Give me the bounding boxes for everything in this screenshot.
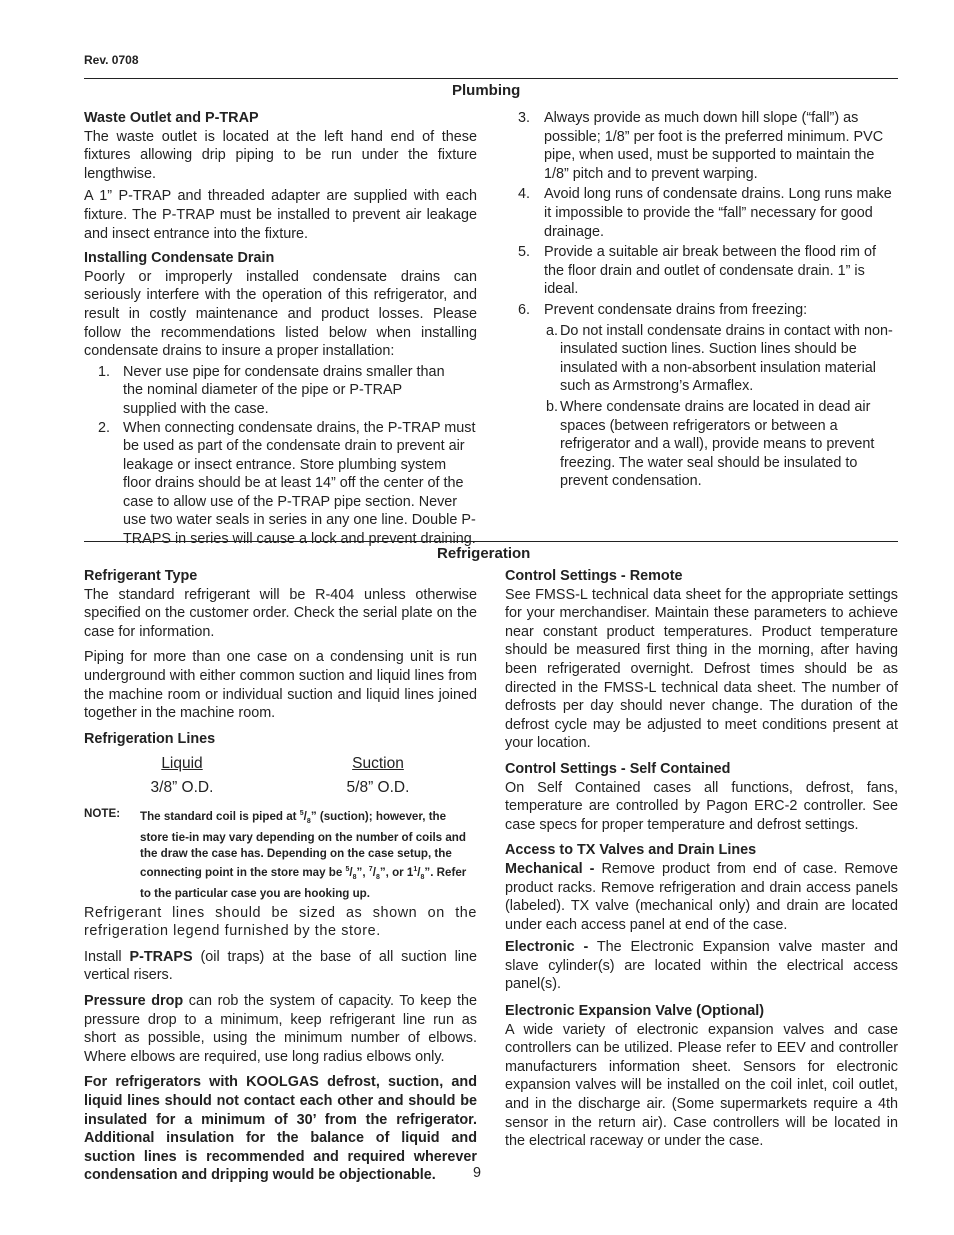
control-self-contained-heading: Control Settings - Self Contained xyxy=(505,760,731,777)
fraction-den: 8 xyxy=(420,874,425,882)
suction-header: Suction xyxy=(352,755,404,773)
suction-value: 5/8” O.D. xyxy=(346,779,410,797)
fraction-slash: / xyxy=(372,865,376,879)
note-text-3: ”, xyxy=(356,865,369,879)
line-size-table xyxy=(84,752,477,800)
ptraps-rest: (oil traps) at the base of all suction line vertical risers. xyxy=(84,948,477,984)
access-electronic-paragraph xyxy=(505,938,898,994)
fraction-den: 8 xyxy=(352,874,357,882)
control-remote-paragraph: See FMSS-L technical data sheet for the appropriate settings for your merchandiser. Maintain these parameters to achieve near constant product temperatures. Product temperature should be measured first thing in the morning, after having been refrigerated overnight. Defrost times should be as directed in the FMSS-L technical data sheet. The number of defrosts per day should never change. The duration of the defrost cycle may be adjusted to meet conditions present at your location. xyxy=(505,586,898,752)
condensate-item-4 xyxy=(504,185,898,241)
item-text: Avoid long runs of condensate drains. Long runs make it impossible to provide the “fall” necessary for good drainage. xyxy=(544,186,892,240)
note-text-2: ” (suction); however, the store tie-in may vary depending on the number of coils and the draw the case has. Depending on the case setup, the connecting point in the store may be xyxy=(140,810,466,879)
condensate-item-1 xyxy=(84,363,477,419)
electronic-label: Electronic - xyxy=(505,939,589,956)
refrigerant-type-paragraph-2: Piping for more than one case on a condensing unit is run underground with either common suction and liquid lines from the machine room or individual suction and liquid lines joined together in the machine room. xyxy=(84,649,477,722)
revision-label: Rev. 0708 xyxy=(84,53,139,67)
koolgas-paragraph: For refrigerators with KOOLGAS defrost, suction, and liquid lines should not contact each other and should be insulated for a minimum of 30’ from the refrigerator. Additional insulation for the balance of liquid and suction lines is recommended and required wherever condensation and dripping would be objectionable. xyxy=(84,1074,477,1184)
pressure-drop-bold: Pressure drop xyxy=(84,993,184,1010)
electronic-text: The Electronic Expansion valve master and slave cylinder(s) are located within the electrical access panel(s). xyxy=(505,939,898,993)
liquid-header: Liquid xyxy=(161,755,203,773)
fraction-slash: / xyxy=(349,865,353,879)
item-text: When connecting condensate drains, the P-TRAP must be used as part of the condensate drain to prevent air leakage or insect entrance. Store plumbing system floor drains should be at least 14” off the center of the case to allow use of the P-TRAP pipe section. Never use two water seals in series in any one line. Double P-TRAPS in series will cause a lock and prevent draining. xyxy=(123,419,476,548)
mechanical-label: Mechanical - xyxy=(505,860,595,877)
mechanical-text: Remove product from end of case. Remove product racks. Remove refrigeration and drain access panels (labeled). TX valve (mechanical only) and drain are located under each access panel at end of the case. xyxy=(505,860,898,933)
item-text: Provide a suitable air break between the flood rim of the floor drain and outlet of condensate drain. 1” is ideal. xyxy=(544,244,876,298)
ptraps-bold: P-TRAPS xyxy=(129,948,193,965)
condensate-item-6 xyxy=(504,301,898,320)
suction-column xyxy=(280,752,476,800)
access-heading: Access to TX Valves and Drain Lines xyxy=(505,842,757,859)
item-number: 5. xyxy=(518,244,531,261)
plumbing-title-text: Plumbing xyxy=(452,82,521,99)
liquid-value: 3/8” O.D. xyxy=(150,779,214,797)
note-text-4: ”, or 1 xyxy=(379,865,414,879)
note-text-1: The standard coil is piped at xyxy=(140,810,300,824)
condensate-item-2 xyxy=(84,419,477,549)
item-number: 2. xyxy=(98,419,111,436)
pressure-drop-paragraph xyxy=(84,992,477,1066)
fraction-num: 7 xyxy=(368,865,373,873)
refrigeration-left-column xyxy=(84,567,477,1189)
condensate-heading: Installing Condensate Drain xyxy=(84,250,275,267)
item-number: 4. xyxy=(518,186,531,203)
plumbing-left-column xyxy=(84,109,477,549)
condensate-intro: Poorly or improperly installed condensate drains can seriously interfere with the operation of this refrigerator, and result in costly maintenance and product losses. Please follow the recommendations listed below when installing condensate drains to insure a proper installation: xyxy=(84,268,477,360)
liquid-column xyxy=(84,752,280,800)
refrigerant-type-heading: Refrigerant Type xyxy=(84,568,198,584)
plumbing-right-column xyxy=(504,109,898,492)
refrigerant-type-paragraph-1: The standard refrigerant will be R-404 unless otherwise specified on the customer order. Check the serial plate on the case for information. xyxy=(84,586,477,640)
refrigeration-right-column xyxy=(505,567,898,1155)
control-self-contained-paragraph: On Self Contained cases all functions, defrost, fans, temperature are controlled by Pagon ERC-2 controller. See case specs for proper temperature and defrost settings. xyxy=(505,779,898,833)
subitem-letter: b. xyxy=(546,398,559,415)
fraction-num: 5 xyxy=(299,810,304,818)
item-number: 1. xyxy=(98,363,111,380)
top-divider xyxy=(84,78,898,79)
item-text: Always provide as much down hill slope (“fall”) as possible; 1/8” per foot is the preferred minimum. PVC pipe, when used, must be supported to maintain the 1/8” pitch and to prevent warping. xyxy=(544,110,884,182)
fraction-slash: / xyxy=(417,865,421,879)
item-number: 3. xyxy=(518,110,531,126)
condensate-subitem-a xyxy=(504,322,898,396)
subitem-letter: a. xyxy=(546,322,559,339)
page-number: 9 xyxy=(472,1165,481,1181)
item-number: 6. xyxy=(518,301,531,318)
fraction-num: 5 xyxy=(345,865,350,873)
note-text-5: ”. Refer to the particular case you are hooking up. xyxy=(140,865,467,900)
note-label: NOTE: xyxy=(84,807,121,821)
middle-divider xyxy=(84,541,898,542)
condensate-item-5 xyxy=(504,243,898,299)
waste-outlet-paragraph-2: A 1” P-TRAP and threaded adapter are supplied with each fixture. The P-TRAP must be installed to prevent air leakage and insect entrance into the fixture. xyxy=(84,188,477,242)
waste-outlet-paragraph-1: The waste outlet is located at the left hand end of these fixtures allowing drip piping to be run under the fixture lengthwise. xyxy=(84,128,477,182)
pressure-drop-rest: can rob the system of capacity. To keep the pressure drop to a minimum, keep refrigerant line run as short as possible, using the minimum number of elbows. Where elbows are required, use long radius elbows only. xyxy=(84,993,477,1065)
refrigeration-section-title: Refrigeration xyxy=(437,545,531,562)
fraction-slash: / xyxy=(303,810,307,824)
control-remote-heading: Control Settings - Remote xyxy=(505,568,683,584)
item-text: Never use pipe for condensate drains smaller than the nominal diameter of the pipe or P-TRAP supplied with the case. xyxy=(123,363,445,417)
waste-outlet-heading: Waste Outlet and P-TRAP xyxy=(84,110,259,126)
fraction-den: 8 xyxy=(375,874,380,882)
eev-paragraph: A wide variety of electronic expansion valves and case controllers can be utilized. Please refer to EEV and controller manufacturers information sheet. Sensors for electronic expansion valves will be installed on the coil inlet, coil outlet, and in the discharge air. (Some supermarkets require a 4th sensor in the return air). Case controllers will be located in the electrical raceway or under the case. xyxy=(505,1021,898,1150)
coil-note xyxy=(84,806,477,901)
condensate-subitem-b xyxy=(504,398,898,491)
subitem-text: Where condensate drains are located in dead air spaces (between refrigerators or between a refrigerator and a wall), provide means to prevent freezing. The water seal should be insulated to prevent condensation. xyxy=(560,398,875,490)
fraction-num: 1 xyxy=(413,865,418,873)
item-text: Prevent condensate drains from freezing: xyxy=(544,301,808,318)
subitem-text: Do not install condensate drains in contact with non-insulated suction lines. Suction lines should be insulated with a non-absorbent insulation material such as Armstrong’s Armaflex. xyxy=(560,322,893,395)
ptraps-paragraph xyxy=(84,948,477,985)
fraction-den: 8 xyxy=(306,818,311,826)
condensate-item-3 xyxy=(504,109,898,183)
refrigeration-lines-heading: Refrigeration Lines xyxy=(84,730,216,747)
eev-heading: Electronic Expansion Valve (Optional) xyxy=(505,1003,765,1020)
access-mechanical-paragraph xyxy=(505,860,898,934)
ptraps-lead: Install xyxy=(84,948,130,965)
lines-sized-paragraph: Refrigerant lines should be sized as shown on the refrigeration legend furnished by the store. xyxy=(84,904,477,940)
